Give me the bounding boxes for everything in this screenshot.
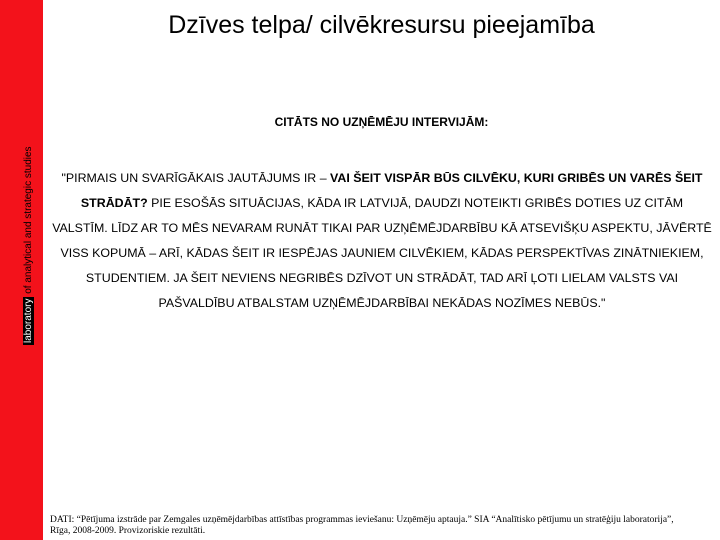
- logo-rest-text: of analytical and strategic studies: [23, 146, 34, 294]
- page-title: Dzīves telpa/ cilvēkresursu pieejamība: [168, 11, 595, 39]
- vertical-logo-text: [23, 146, 35, 345]
- logo-boxed-word: laboratory: [23, 298, 34, 343]
- quote-bold-question: VAI ŠEIT VISPĀR BŪS CILVĒKU, KURI GRIBĒS UN VARĒS ŠEIT STRĀDĀT?: [80, 171, 703, 210]
- quote-intro: "PIRMAIS UN SVARĪGĀKAIS JAUTĀJUMS IR –: [61, 171, 331, 185]
- red-sidebar: [0, 0, 43, 540]
- quote-heading: CITĀTS NO UZŅĒMĒJU INTERVIJĀM:: [274, 115, 489, 129]
- interview-quote: [52, 166, 712, 316]
- quote-body: PIE ESOŠĀS SITUĀCIJAS, KĀDA IR LATVIJĀ, DAUDZI NOTEIKTI GRIBĒS DOTIES UZ CITĀM VALSTĪM. LĪDZ AR TO MĒS NEVARAM RUNĀT TIKAI PAR UZŅĒMĒJDARBĪBU KĀ ATSEVIŠĶU ASPEKTU, JĀVĒRTĒ VISS KOPUMĀ – ARĪ, KĀDAS ŠEIT IR IESPĒJAS JAUNIEM CILVĒKIEM, KĀDAS PERSPEKTĪVAS ZINĀTNIEKIEM, STUDENTIEM. JA ŠEIT NEVIENS NEGRIBĒS DZĪVOT UN STRĀDĀT, TAD ARĪ ĻOTI LIELAM VALSTS VAI PAŠVALDĪBU ATBALSTAM UZŅĒMĒJDARBĪBAI NEKĀDAS NOZĪMES NEBŪS.": [52, 196, 712, 310]
- source-citation: DATI: “Pētījuma izstrāde par Zemgales uzņēmējdarbības attīstības programmas ieviešanu: Uzņēmēju aptauja.” SIA “Analītisko pētījumu un stratēģiju laboratorija”, Rīga, 2008-2009. Provizoriskie rezultāti.: [50, 515, 674, 536]
